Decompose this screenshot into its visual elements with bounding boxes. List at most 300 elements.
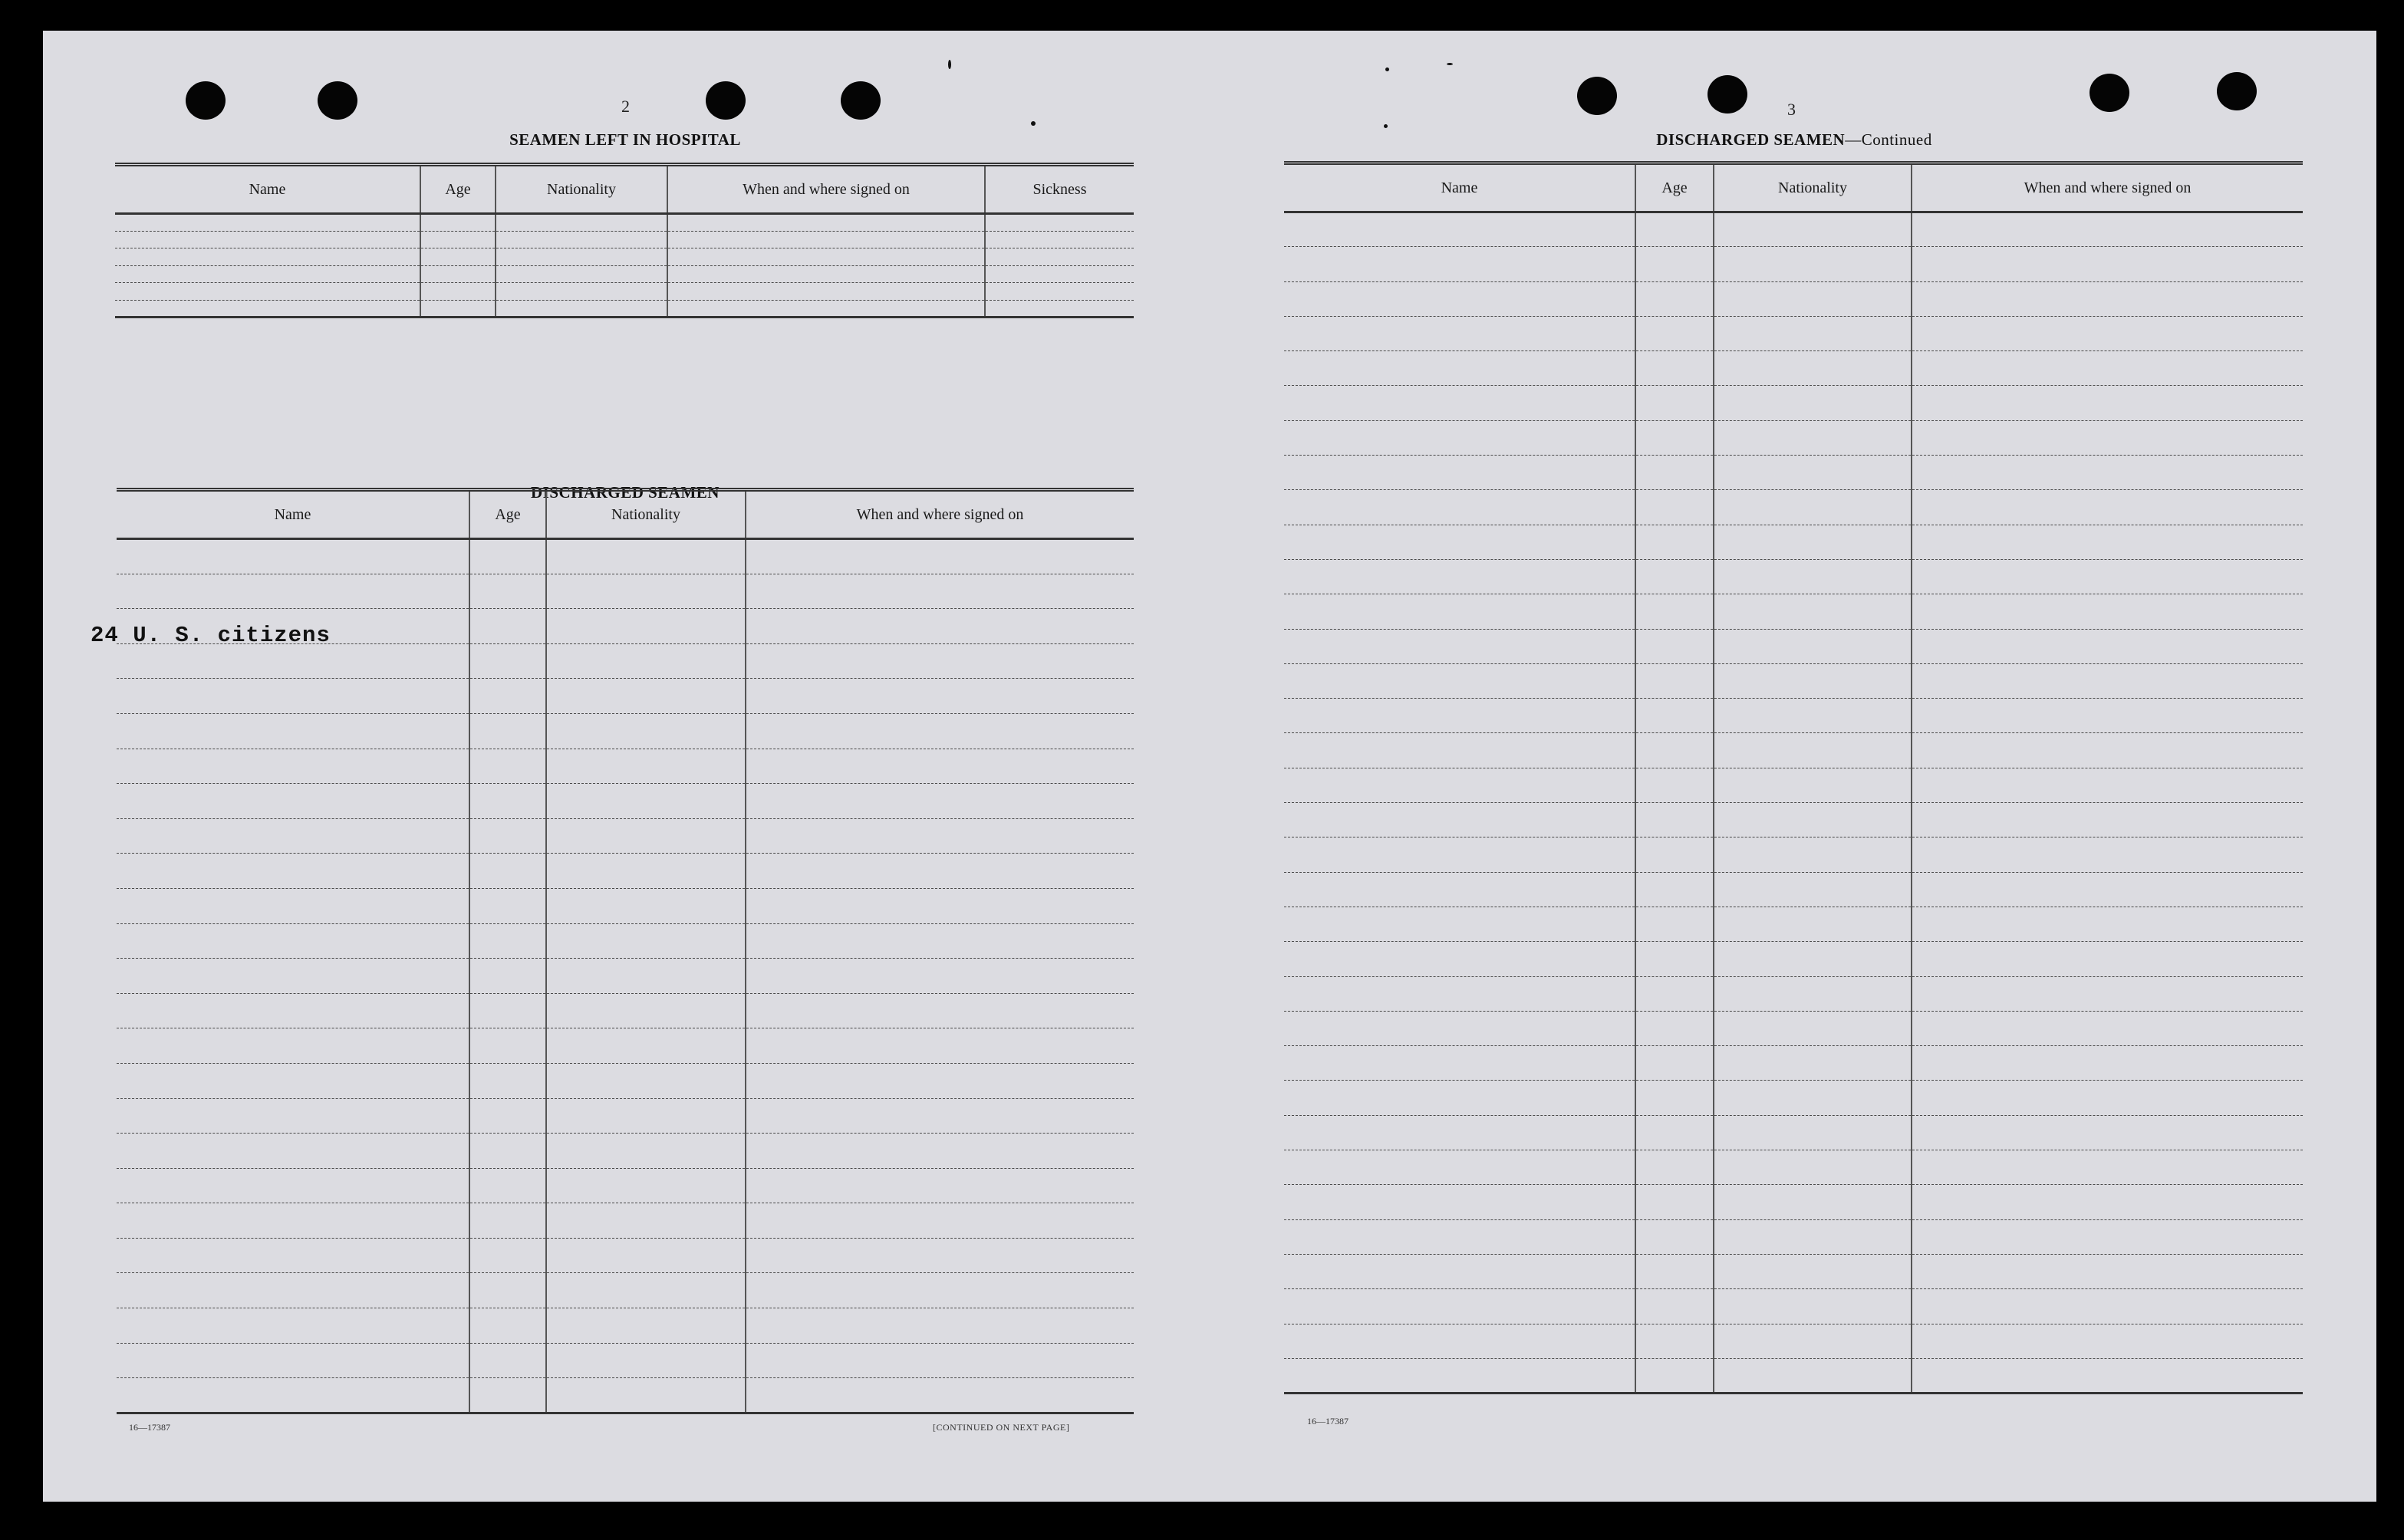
table-cell [985,283,1134,301]
table-cell [1284,837,1635,872]
punch-hole [2090,74,2129,112]
table-cell [1714,907,1912,941]
table-row [1284,456,2303,490]
table-cell [1284,1289,1635,1324]
table-cell [1284,803,1635,837]
table-cell [1635,976,1714,1011]
table-cell [1714,420,1912,455]
table-cell [546,1343,746,1378]
typed-entry: 24 U. S. citizens [91,623,331,648]
document-sheet [43,31,2376,1502]
table-cell [117,1028,469,1064]
table-cell [469,784,546,819]
table-row [117,1203,1134,1239]
table-cell [746,1063,1134,1098]
table-row [115,214,1134,232]
table-cell [1635,768,1714,802]
table-cell [1635,386,1714,420]
table-cell [1635,1324,1714,1358]
table-cell [746,818,1134,854]
table-cell [985,214,1134,232]
table-cell [746,539,1134,574]
table-cell [667,214,985,232]
table-row [117,923,1134,959]
table-cell [667,248,985,266]
table-cell [469,959,546,994]
table-cell [117,818,469,854]
table-row [1284,1358,2303,1393]
punch-hole [841,81,881,120]
table-cell [1635,699,1714,733]
table-row [117,1343,1134,1378]
punch-hole [2217,72,2257,110]
table-cell [469,539,546,574]
table-cell [546,818,746,854]
table-cell [469,854,546,889]
table-cell [117,749,469,784]
table-cell [1912,525,2303,559]
table-cell [1284,386,1635,420]
table-cell [117,854,469,889]
table-cell [746,1343,1134,1378]
table-cell [496,265,667,283]
column-header-signed-on: When and where signed on [667,165,985,214]
speck [1384,124,1388,128]
table-row [1284,316,2303,350]
table-row [1284,1011,2303,1045]
table-row [117,993,1134,1028]
table-cell [546,609,746,644]
speck [1385,67,1389,71]
table-cell [667,300,985,318]
table-cell [746,1203,1134,1239]
table-cell [420,283,496,301]
table-cell [1635,663,1714,698]
table-cell [1284,976,1635,1011]
table-row [115,248,1134,266]
table-row [115,265,1134,283]
table-cell [546,784,746,819]
table-cell [1284,1324,1635,1358]
table-cell [1635,837,1714,872]
table-cell [469,1343,546,1378]
table-cell [469,679,546,714]
table-cell [1912,768,2303,802]
table-row [1284,1324,2303,1358]
table-cell [546,1238,746,1273]
table-cell [469,818,546,854]
table-row [1284,1185,2303,1219]
table-cell [546,713,746,749]
table-cell [1635,1115,1714,1150]
table-cell [1912,247,2303,281]
table-cell [420,214,496,232]
table-cell [546,854,746,889]
table-cell [1912,1358,2303,1393]
table-cell [1284,699,1635,733]
table-cell [1284,942,1635,976]
table-row [117,1308,1134,1344]
table-cell [1714,942,1912,976]
table-cell [1912,1185,2303,1219]
column-header-name: Name [117,490,469,539]
table-cell [746,993,1134,1028]
table-cell [1635,594,1714,629]
table-cell [1284,733,1635,768]
table-cell [496,231,667,248]
table-cell [1284,1185,1635,1219]
table-cell [1912,663,2303,698]
table-cell [1635,803,1714,837]
table-cell [1912,1081,2303,1115]
table-cell [546,1273,746,1308]
table-row [117,749,1134,784]
table-cell [115,231,420,248]
table-row [117,888,1134,923]
table-cell [117,1308,469,1344]
table-cell [1714,1185,1912,1219]
table-cell [1635,872,1714,907]
table-row [117,1134,1134,1169]
table-cell [1635,942,1714,976]
table-cell [1284,281,1635,316]
table-cell [1635,281,1714,316]
table-cell [667,231,985,248]
table-cell [1912,1115,2303,1150]
table-cell [469,993,546,1028]
table-cell [746,959,1134,994]
discharged-continued-title [1284,130,2304,150]
table-cell [1912,559,2303,594]
table-row [1284,247,2303,281]
table-row [1284,907,2303,941]
table-cell [117,1203,469,1239]
table-row [117,643,1134,679]
table-cell [546,574,746,609]
table-cell [1714,212,1912,247]
table-cell [1284,559,1635,594]
table-cell [469,1238,546,1273]
table-cell [1714,351,1912,386]
table-row [1284,525,2303,559]
table-cell [1635,907,1714,941]
table-cell [420,265,496,283]
table-row [1284,837,2303,872]
column-header-nationality: Nationality [496,165,667,214]
table-cell [746,923,1134,959]
table-row [1284,976,2303,1011]
table-cell [1714,1254,1912,1288]
discharged-continued-rows [1284,212,2303,1394]
table-row [1284,872,2303,907]
table-cell [1912,1254,2303,1288]
table-cell [746,784,1134,819]
table-row [1284,629,2303,663]
table-row [115,231,1134,248]
table-cell [1284,316,1635,350]
table-row [117,574,1134,609]
speck [1031,121,1036,126]
table-cell [985,231,1134,248]
table-cell [546,749,746,784]
table-cell [469,713,546,749]
table-cell [1635,559,1714,594]
table-cell [117,1168,469,1203]
table-cell [1912,420,2303,455]
table-cell [469,1203,546,1239]
table-row [117,1168,1134,1203]
column-header-age: Age [1635,163,1714,212]
table-cell [469,923,546,959]
table-cell [1714,872,1912,907]
table-cell [1714,663,1912,698]
continued-note: [CONTINUED ON NEXT PAGE] [933,1422,1070,1433]
table-cell [746,1028,1134,1064]
table-cell [546,888,746,923]
column-header-nationality: Nationality [546,490,746,539]
table-cell [746,609,1134,644]
table-row [1284,733,2303,768]
table-cell [1912,907,2303,941]
table-cell [496,248,667,266]
table-cell [469,574,546,609]
table-cell [117,959,469,994]
table-row [1284,386,2303,420]
table-row [117,1273,1134,1308]
table-cell [1714,1358,1912,1393]
table-row [117,679,1134,714]
table-row [115,283,1134,301]
table-cell [546,643,746,679]
table-cell [1635,525,1714,559]
column-header-age: Age [469,490,546,539]
table-row [1284,942,2303,976]
table-cell [1912,316,2303,350]
table-cell [1912,942,2303,976]
table-row [1284,281,2303,316]
table-cell [469,643,546,679]
table-cell [117,888,469,923]
table-cell [1635,247,1714,281]
speck [948,60,951,69]
table-cell [496,283,667,301]
table-row [1284,594,2303,629]
table-cell [746,643,1134,679]
table-cell [1284,212,1635,247]
table-row [1284,768,2303,802]
table-cell [469,1134,546,1169]
table-row [1284,490,2303,525]
table-cell [117,1098,469,1134]
table-cell [1714,1115,1912,1150]
table-cell [1635,1046,1714,1081]
table-cell [117,993,469,1028]
table-cell [1714,733,1912,768]
hospital-table [115,163,1134,318]
table-cell [1714,837,1912,872]
table-cell [117,539,469,574]
table-cell [469,1378,546,1413]
table-cell [546,1134,746,1169]
speck [1447,63,1453,65]
table-cell [117,1273,469,1308]
table-cell [117,643,469,679]
table-cell [546,679,746,714]
table-cell [1635,1011,1714,1045]
table-cell [1912,803,2303,837]
table-cell [746,1378,1134,1413]
table-cell [115,300,420,318]
table-cell [1912,1011,2303,1045]
discharged-continued-label: DISCHARGED SEAMEN [1656,130,1846,149]
table-cell [1714,699,1912,733]
table-cell [496,300,667,318]
table-cell [1635,1185,1714,1219]
table-cell [117,1063,469,1098]
table-cell [1714,1324,1912,1358]
table-cell [1714,456,1912,490]
table-row [117,1063,1134,1098]
table-cell [546,993,746,1028]
column-header-signed-on: When and where signed on [1912,163,2303,212]
table-row [117,1028,1134,1064]
table-cell [546,1168,746,1203]
table-cell [1912,733,2303,768]
column-header-name: Name [115,165,420,214]
table-cell [115,214,420,232]
table-row [117,1378,1134,1413]
table-cell [496,214,667,232]
table-cell [1284,1046,1635,1081]
table-cell [746,1273,1134,1308]
table-cell [1635,420,1714,455]
table-cell [1912,1289,2303,1324]
table-cell [1284,1254,1635,1288]
table-cell [1714,629,1912,663]
table-cell [1714,976,1912,1011]
table-cell [1284,629,1635,663]
table-cell [746,1098,1134,1134]
table-cell [1714,386,1912,420]
table-cell [420,231,496,248]
table-cell [117,574,469,609]
table-cell [546,923,746,959]
table-cell [985,248,1134,266]
page-number-right: 3 [1787,100,1796,119]
table-cell [1912,1219,2303,1254]
table-cell [420,248,496,266]
table-cell [1635,1358,1714,1393]
table-cell [746,1134,1134,1169]
column-header-signed-on: When and where signed on [746,490,1134,539]
table-cell [1912,386,2303,420]
table-cell [1912,629,2303,663]
table-cell [115,248,420,266]
table-cell [546,1098,746,1134]
discharged-rows [117,539,1134,1413]
table-cell [1714,247,1912,281]
discharged-section-title: DISCHARGED SEAMEN [531,483,720,502]
table-row [1284,351,2303,386]
table-row [1284,420,2303,455]
table-cell [1284,456,1635,490]
page-number-left: 2 [621,97,630,116]
table-cell [746,713,1134,749]
table-cell [985,265,1134,283]
table-cell [1912,1150,2303,1185]
table-cell [1284,1081,1635,1115]
table-cell [746,1308,1134,1344]
table-cell [1714,316,1912,350]
table-cell [469,1063,546,1098]
table-row [115,300,1134,318]
table-row [1284,803,2303,837]
table-cell [1635,733,1714,768]
table-cell [469,1308,546,1344]
table-cell [1284,490,1635,525]
table-cell [1284,1011,1635,1045]
table-cell [1284,1115,1635,1150]
column-header-sickness: Sickness [985,165,1134,214]
table-row [1284,1289,2303,1324]
table-cell [1912,837,2303,872]
table-cell [1635,490,1714,525]
table-cell [546,539,746,574]
table-cell [1912,351,2303,386]
table-cell [1284,663,1635,698]
table-cell [746,574,1134,609]
table-row [1284,1115,2303,1150]
table-cell [469,749,546,784]
table-cell [1714,1046,1912,1081]
table-cell [1912,594,2303,629]
table-row [117,1098,1134,1134]
table-cell [1714,559,1912,594]
table-cell [1284,1358,1635,1393]
table-cell [546,1028,746,1064]
table-cell [1714,1219,1912,1254]
table-cell [1635,1289,1714,1324]
table-cell [1714,525,1912,559]
table-cell [117,1343,469,1378]
table-row [1284,663,2303,698]
table-cell [1912,699,2303,733]
table-row [117,818,1134,854]
table-row [1284,1150,2303,1185]
table-row [1284,1254,2303,1288]
table-cell [546,959,746,994]
table-row [1284,212,2303,247]
table-cell [1284,907,1635,941]
punch-hole [318,81,357,120]
table-cell [1284,247,1635,281]
table-cell [667,265,985,283]
table-cell [1714,803,1912,837]
table-row [1284,1219,2303,1254]
table-row [117,854,1134,889]
hospital-section-title: SEAMEN LEFT IN HOSPITAL [509,130,741,149]
table-cell [1635,629,1714,663]
table-cell [1284,594,1635,629]
table-cell [1714,1150,1912,1185]
continued-suffix: —Continued [1845,130,1932,149]
table-cell [546,1378,746,1413]
table-cell [117,713,469,749]
table-cell [1284,1150,1635,1185]
table-cell [469,609,546,644]
table-cell [1635,212,1714,247]
table-cell [115,283,420,301]
